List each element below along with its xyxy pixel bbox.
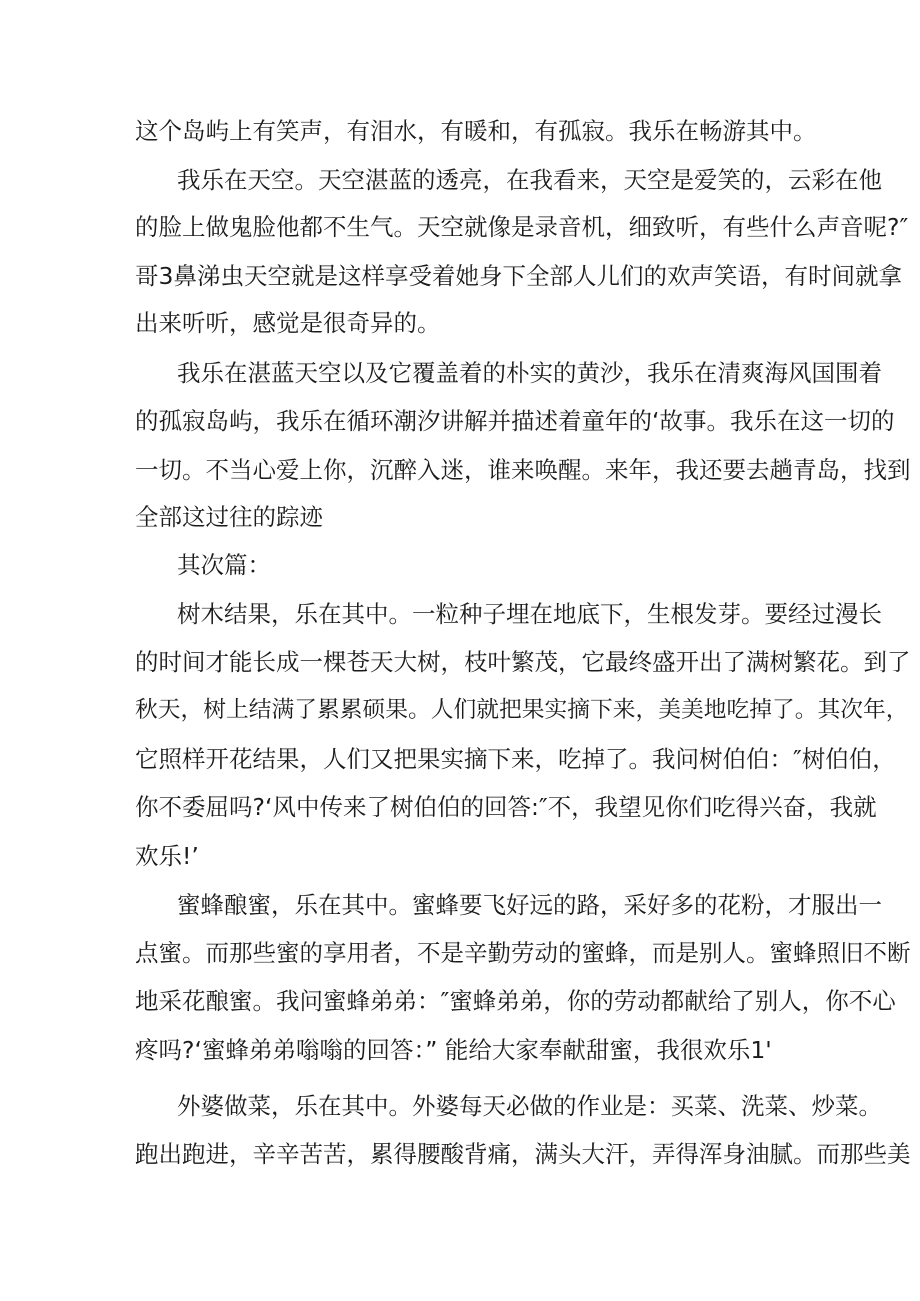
text-line: 地采花酿蜜。我问蜜蜂弟弟：″蜜蜂弟弟，你的劳动都献给了别人，你不心	[135, 987, 896, 1015]
text-line: 蜜蜂酿蜜，乐在其中。蜜蜂要飞好远的路，采好多的花粉，才服出一	[177, 891, 882, 919]
text-line: 你不委屈吗?‘风中传来了树伯伯的回答:″不，我望见你们吃得兴奋，我就	[135, 793, 877, 821]
text-line: 全部这过往的踪迹	[135, 503, 323, 531]
text-line: 的时间才能长成一棵苍天大树，枝叶繁茂，它最终盛开出了满树繁花。到了	[135, 648, 911, 676]
section-heading: 其次篇：	[177, 551, 271, 579]
text-line: 我乐在天空。天空湛蓝的透亮，在我看来，天空是爱笑的，云彩在他	[177, 166, 882, 194]
text-line: 外婆做菜，乐在其中。外婆每天必做的作业是：买菜、洗菜、炒菜。	[177, 1092, 882, 1120]
text-line: 欢乐!’	[135, 842, 199, 870]
text-line: 哥3鼻涕虫天空就是这样享受着她身下全部人儿们的欢声笑语，有时间就拿	[135, 262, 902, 290]
text-line: 跑出跑进，辛辛苦苦，累得腰酸背痛，满头大汗，弄得浑身油腻。而那些美	[135, 1140, 911, 1168]
text-line: 树木结果，乐在其中。一粒种子埋在地底下，生根发芽。要经过漫长	[177, 600, 882, 628]
text-line: 一切。不当心爱上你，沉醉入迷，谁来唤醒。来年，我还要去趟青岛，找到	[135, 456, 911, 484]
text-line: 秋天，树上结满了累累硕果。人们就把果实摘下来，美美地吃掉了。其次年，	[135, 697, 909, 723]
text-line: 出来听听，感觉是很奇异的。	[135, 309, 441, 337]
text-line: 疼吗?‘蜜蜂弟弟嗡嗡的回答：” 能给大家奉献甜蜜，我很欢乐1'	[135, 1036, 772, 1064]
text-line: 它照样开花结果，人们又把果实摘下来，吃掉了。我问树伯伯：″树伯伯，	[135, 745, 896, 773]
text-line: 的脸上做鬼脸他都不生气。天空就像是录音机，细致听，有些什么声音呢?″	[135, 213, 909, 241]
text-line: 点蜜。而那些蜜的享用者，不是辛勤劳动的蜜蜂，而是别人。蜜蜂照旧不断	[135, 939, 911, 967]
text-line: 的孤寂岛屿，我乐在循环潮汐讲解并描述着童年的‘故事。我乐在这一切的	[135, 407, 895, 435]
text-line: 我乐在湛蓝天空以及它覆盖着的朴实的黄沙，我乐在清爽海风国围着	[177, 359, 882, 387]
text-line: 这个岛屿上有笑声，有泪水，有暖和，有孤寂。我乐在畅游其中。	[135, 117, 817, 145]
